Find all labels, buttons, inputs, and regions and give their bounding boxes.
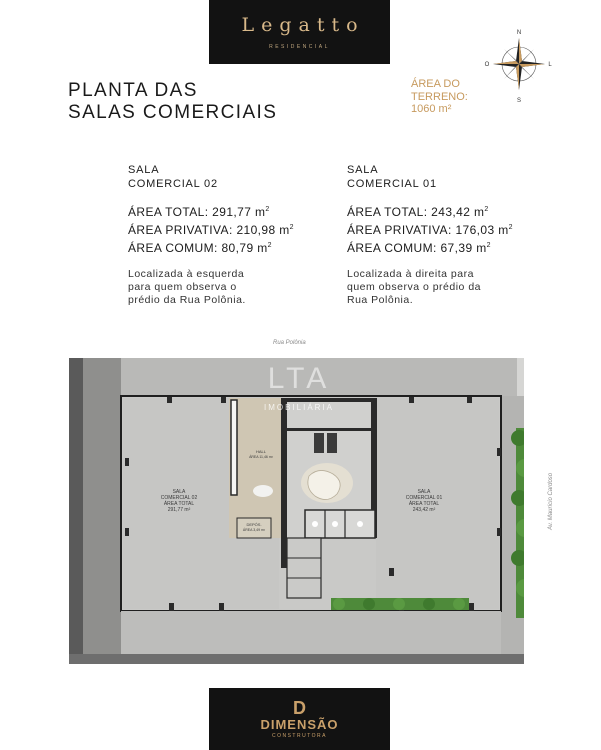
sala-02-name [128, 163, 328, 191]
compass-l: L [548, 62, 552, 68]
sala-02-name-line-1: SALA [128, 164, 160, 176]
sup-2: 2 [265, 206, 270, 213]
sala-01-area-comum [347, 238, 547, 256]
area-comum-value: 67,39 m [440, 241, 487, 255]
column [409, 397, 414, 403]
terreno-line-1: ÁREA DO [411, 78, 460, 90]
area-total-value: 243,42 m [431, 205, 485, 219]
compass-n: N [516, 30, 522, 36]
sup-2: 2 [508, 224, 513, 231]
bottom-walkway [121, 611, 501, 654]
sup-2: 2 [486, 242, 491, 249]
column [167, 397, 172, 403]
column [389, 568, 394, 576]
title-line-1: PLANTA DAS [68, 80, 198, 101]
sala-comercial-01-info [347, 163, 547, 307]
compass-o: O [484, 62, 490, 68]
area-total-label: ÁREA TOTAL: [347, 205, 428, 219]
area-privativa-value: 176,03 m [455, 223, 509, 237]
sala-02-name-line-2: COMERCIAL 02 [128, 178, 218, 190]
compass-rose-icon [484, 26, 554, 106]
page-title [68, 80, 277, 124]
sala-02-area-total [128, 202, 328, 220]
area-privativa-label: ÁREA PRIVATIVA: [128, 223, 233, 237]
room-01-label-3: ÁREA TOTAL [408, 501, 440, 507]
room-02-label-4: 291,77 m² [167, 507, 191, 513]
dimensao-mark-icon: D [293, 698, 306, 718]
reception-desk [253, 485, 273, 497]
sala-01-description: Localizada à direita para quem observa o prédio da Rua Polônia. [347, 268, 481, 306]
column [497, 448, 501, 456]
area-privativa-value: 210,98 m [236, 223, 290, 237]
column [469, 603, 474, 611]
room-01-label-1: SALA [417, 489, 431, 495]
street-label-rua-polonia: Rua Polônia [273, 340, 306, 346]
column [467, 397, 472, 403]
area-comum-value: 80,79 m [221, 241, 268, 255]
dimensao-brand: DIMENSÃO [260, 717, 339, 732]
terreno-area [411, 78, 468, 116]
elevator-2 [327, 433, 337, 453]
toilet-icon [357, 521, 363, 527]
room-01-label-4: 243,42 m² [412, 507, 436, 513]
sup-2: 2 [484, 206, 489, 213]
toilet-icon [332, 521, 338, 527]
bottom-boundary [69, 654, 524, 664]
sala-01-area-privativa [347, 220, 547, 238]
left-strip [83, 358, 121, 654]
column [125, 528, 129, 536]
sala-comercial-02-info [128, 163, 328, 307]
room-01-label-2: COMERCIAL 01 [405, 495, 443, 501]
dimensao-logo [209, 688, 390, 750]
column [221, 397, 226, 403]
hall-label: HALL [255, 449, 267, 454]
sup-2: 2 [289, 224, 294, 231]
deposito-label: DEPÓS. [246, 522, 262, 527]
street-label-av-mauricio-cardoso: Av. Maurício Cardoso [548, 472, 554, 530]
dimensao-subtitle: CONSTRUTORA [271, 733, 328, 739]
sala-01-name [347, 163, 547, 191]
core-wall [281, 398, 287, 568]
brand-name: Legatto [241, 14, 365, 36]
sala-01-area-total [347, 202, 547, 220]
terreno-value: 1060 m² [411, 103, 452, 115]
watermark: LTA [267, 362, 331, 395]
toilet-icon [312, 521, 318, 527]
column [169, 603, 174, 611]
core-wall-top [281, 398, 376, 402]
area-comum-label: ÁREA COMUM: [128, 241, 218, 255]
service-room [287, 538, 321, 598]
area-comum-label: ÁREA COMUM: [347, 241, 437, 255]
room-02-label-3: ÁREA TOTAL [163, 501, 195, 507]
left-boundary [69, 358, 83, 664]
deposito-sublabel: ÁREA 3,49 m² [242, 528, 266, 532]
brand-subtitle: RESIDENCIAL [269, 44, 330, 50]
floor-plan [69, 358, 524, 664]
terreno-line-2: TERRENO: [411, 90, 468, 103]
hall-sublabel: ÁREA 11,46 m² [249, 455, 273, 459]
compass-s: S [516, 98, 522, 104]
area-total-value: 291,77 m [212, 205, 266, 219]
title-line-2: SALAS COMERCIAIS [68, 102, 278, 123]
sala-01-name-line-1: SALA [347, 164, 379, 176]
sala-01-name-line-2: COMERCIAL 01 [347, 178, 437, 190]
column [219, 603, 224, 611]
elevator-1 [314, 433, 324, 453]
sala-02-area-privativa [128, 220, 328, 238]
area-total-label: ÁREA TOTAL: [128, 205, 209, 219]
glass-partition [231, 400, 237, 495]
sala-02-area-comum [128, 238, 328, 256]
core-wall-mid [287, 428, 371, 431]
area-privativa-label: ÁREA PRIVATIVA: [347, 223, 452, 237]
sup-2: 2 [267, 242, 272, 249]
column [497, 528, 501, 536]
watermark-sub: IMOBILIÁRIA [263, 403, 335, 412]
room-02-label-1: SALA [172, 489, 186, 495]
column [125, 458, 129, 466]
legatto-logo [209, 0, 390, 64]
room-02-label-2: COMERCIAL 02 [160, 495, 198, 501]
sala-02-description: Localizada à esquerda para quem observa o prédio da Rua Polônia. [128, 268, 246, 306]
